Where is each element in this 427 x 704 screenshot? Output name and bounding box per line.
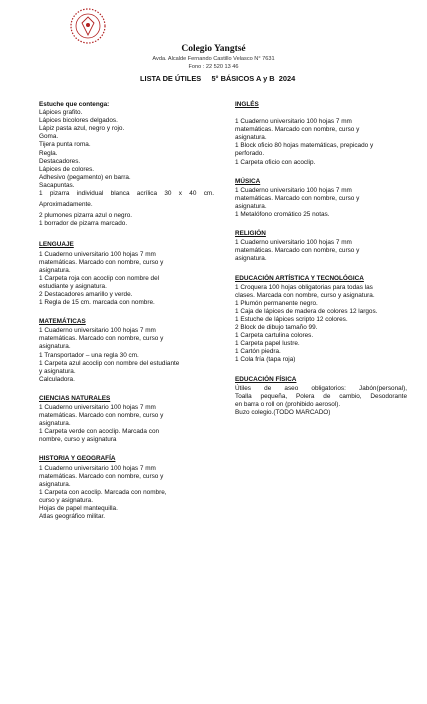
- list-item: 1 Carpeta con acoclip. Marcada con nombre,: [39, 488, 167, 496]
- section-heading: LENGUAJE: [39, 241, 74, 249]
- list-item: asignatura.: [235, 202, 267, 210]
- section-heading: INGLÉS: [235, 101, 259, 108]
- list-item: Regla.: [39, 149, 58, 157]
- list-item: 2 plumones pizarra azul o negro.: [39, 212, 133, 220]
- list-item: asignatura.: [235, 255, 267, 263]
- list-item: Atlas geográfico militar.: [39, 513, 106, 521]
- section-historia: [39, 455, 214, 521]
- list-item: 1 Carpeta roja con acoclip con nombre del: [39, 274, 160, 282]
- list-item: clases. Marcada con nombre, curso y asignatura.: [235, 291, 375, 299]
- section-heading: HISTORIA Y GEOGRAFÍA: [39, 455, 116, 463]
- section-heading: MÚSICA: [235, 177, 261, 185]
- section-lenguaje: [39, 241, 214, 307]
- list-item: Aproximadamente.: [39, 201, 93, 209]
- school-name: Colegio Yangtsé: [181, 44, 246, 54]
- list-item: 1 Cuaderno universitario 100 hojas 7 mm: [39, 250, 156, 258]
- list-item: 1 Carpeta azul acoclip con nombre del estudiante: [39, 359, 180, 367]
- list-item: asignatura.: [235, 134, 267, 142]
- list-item: Tijera punta roma.: [39, 141, 91, 149]
- list-item: 1 Cartón piedra.: [235, 348, 281, 356]
- list-item: 1 Plumón permanente negro.: [235, 299, 318, 307]
- list-item: 1 Cuaderno universitario 100 hojas 7 mm: [235, 239, 352, 247]
- list-item: Buzo colegio.(TODO MARCADO): [235, 408, 331, 416]
- list-item: 1 Transportador – una regla 30 cm.: [39, 351, 139, 359]
- list-item: asignatura.: [39, 480, 71, 488]
- list-item: 1 Carpeta cartulina colores.: [235, 332, 314, 340]
- section-religion: [235, 230, 407, 263]
- list-item: 1 Carpeta oficio con acoclip.: [235, 158, 316, 166]
- section-heading: EDUCACIÓN FÍSICA: [235, 375, 297, 383]
- section-matematicas: [39, 318, 214, 384]
- list-item: 1 borrador de pizarra marcado.: [39, 220, 128, 228]
- list-item: 1 pizarra individual blanca acrílica 30 x 40 cm.: [39, 190, 214, 198]
- section-heading: Estuche que contenga:: [39, 101, 110, 108]
- school-crest-icon: [68, 6, 108, 46]
- list-item: matemáticas. Marcado con nombre, curso y: [39, 472, 164, 480]
- list-item: 1 Cuaderno universitario 100 hojas 7 mm: [235, 118, 352, 126]
- list-item: Lápices bicolores delgados.: [39, 117, 118, 125]
- list-item: curso y asignatura.: [39, 496, 93, 504]
- section-ciencias: [39, 395, 214, 445]
- list-item: 1 Cuaderno universitario 100 hojas 7 mm: [235, 186, 352, 194]
- list-item: Goma.: [39, 133, 59, 141]
- list-item: 1 Cuaderno universitario 100 hojas 7 mm: [39, 404, 156, 411]
- section-estuche: [39, 101, 214, 228]
- school-address: Avda. Alcalde Fernando Castillo Velasco N° 7631: [152, 56, 275, 62]
- list-item: 1 Block oficio 80 hojas matemáticas, prepicado y: [235, 142, 374, 150]
- section-fisica: [235, 376, 407, 417]
- list-item: matemáticas. Marcado con nombre, curso y: [39, 412, 164, 420]
- list-item: 1 Croquera 100 hojas obligatorias para todas las: [235, 283, 373, 291]
- list-item: 2 Block de dibujo tamaño 99.: [235, 324, 318, 332]
- list-item: asignatura.: [39, 266, 71, 274]
- school-phone: Fono : 22 520 13 46: [188, 64, 239, 70]
- section-musica: [235, 178, 407, 219]
- section-heading: MATEMÁTICAS: [39, 318, 86, 326]
- list-item: 2 Destacadores amarillo y verde.: [39, 290, 133, 298]
- list-item: matemáticas. Marcado con nombre, curso y: [39, 335, 164, 343]
- left-column: [39, 101, 214, 532]
- section-heading: CIENCIAS NATURALES: [39, 394, 111, 402]
- list-item: 1 Cuaderno universitario 100 hojas 7 mm: [39, 464, 156, 472]
- list-item: Sacapuntas.: [39, 181, 75, 189]
- list-item: estudiante y asignatura.: [39, 282, 107, 290]
- list-item: Útiles de aseo obligatorios: Jabón(personal),: [235, 384, 407, 392]
- list-item: nombre, curso y asignatura: [39, 436, 117, 444]
- section-heading: RELIGIÓN: [235, 230, 266, 238]
- section-ingles: [235, 101, 407, 167]
- list-item: Hojas de papel mantequilla.: [39, 505, 118, 513]
- right-column: [235, 101, 407, 428]
- list-item: asignatura.: [39, 343, 71, 351]
- list-item: 1 Regla de 15 cm. marcada con nombre.: [39, 299, 155, 307]
- list-item: Lápiz pasta azul, negro y rojo.: [39, 125, 125, 133]
- list-item: Calculadora.: [39, 375, 75, 383]
- list-item: matemáticas. Marcado con nombre, curso y: [235, 247, 360, 255]
- list-item: 1 Cola fría (tapa roja): [235, 356, 296, 364]
- list-item: matemáticas. Marcado con nombre, curso y: [235, 126, 360, 134]
- list-item: 1 Carpeta verde con acoclip. Marcada con: [39, 428, 160, 436]
- list-item: 1 Carpeta papel lustre.: [235, 340, 300, 348]
- list-item: Destacadores.: [39, 157, 81, 165]
- list-item: 1 Caja de lápices de madera de colores 12 largos.: [235, 307, 378, 315]
- section-heading: EDUCACIÓN ARTÍSTICA Y TECNOLÓGICA: [235, 274, 364, 282]
- list-item: matemáticas. Marcado con nombre, curso y: [39, 258, 164, 266]
- list-item: Adhesivo (pegamento) en barra.: [39, 173, 131, 181]
- list-item: perforado.: [235, 150, 265, 158]
- list-item: asignatura.: [39, 420, 71, 428]
- list-item: Lápices grafito.: [39, 109, 83, 117]
- list-item: Lápices de colores.: [39, 165, 95, 173]
- section-artes: [235, 275, 407, 365]
- list-item: 1 Metalófono cromático 25 notas.: [235, 211, 330, 219]
- list-item: matemáticas. Marcado con nombre, curso y: [235, 194, 360, 202]
- list-item: Toalla pequeña, Polera de cambio, Desodorante: [235, 392, 407, 400]
- page-title: LISTA DE ÚTILES 5° BÁSICOS A y B 2024: [140, 74, 296, 83]
- list-item: 1 Cuaderno universitario 100 hojas 7 mm: [39, 327, 156, 335]
- list-item: 1 Estuche de lápices scripto 12 colores.: [235, 315, 348, 323]
- list-item: en barra o roll on (prohibido aerosol).: [235, 400, 341, 408]
- list-item: y asignatura.: [39, 367, 76, 375]
